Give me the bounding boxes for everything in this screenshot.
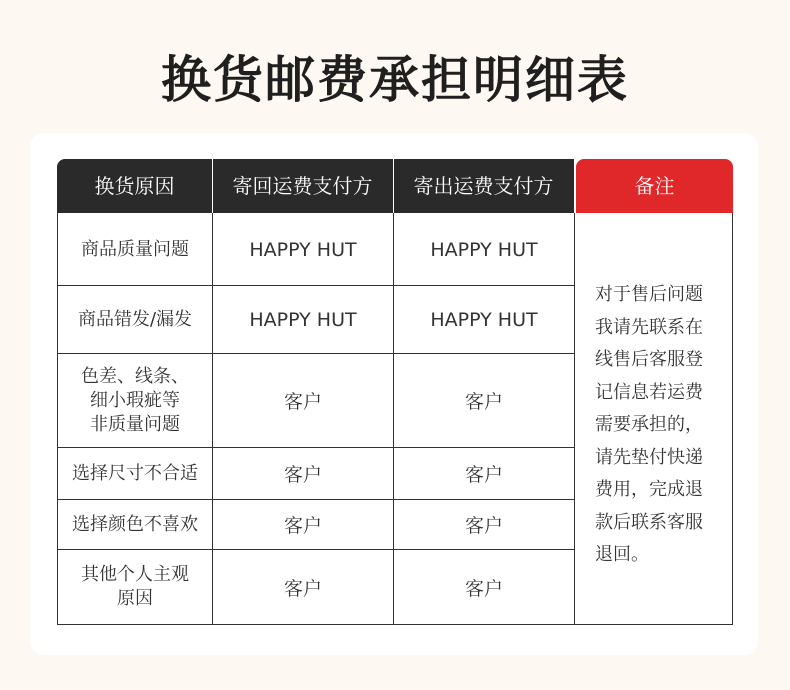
remark-line: 记信息若运费 bbox=[595, 381, 703, 403]
table-row-send-payer: 客户 bbox=[464, 391, 503, 413]
table-row-return-payer: HAPPY HUT bbox=[249, 238, 357, 261]
remark-line: 费用，完成退 bbox=[595, 479, 703, 500]
remark-text bbox=[595, 279, 725, 572]
table-row-send-payer: HAPPY HUT bbox=[430, 308, 538, 331]
remark-line: 线售后客服登 bbox=[595, 349, 703, 370]
reason-line: 原因 bbox=[117, 588, 153, 609]
table-row-reason: 商品质量问题 bbox=[81, 238, 189, 260]
table-border-right bbox=[732, 213, 733, 625]
remark-line: 我请先联系在 bbox=[595, 316, 703, 338]
reason-line: 色差、线条、 bbox=[81, 365, 189, 387]
reason-line: 其他个人主观 bbox=[81, 564, 189, 585]
header-send-payer: 寄出运费支付方 bbox=[393, 159, 574, 213]
column-divider bbox=[574, 213, 575, 625]
header-divider bbox=[212, 159, 213, 213]
reason-line: 非质量问题 bbox=[90, 413, 180, 435]
table-row-return-payer: 客户 bbox=[283, 577, 322, 600]
table-row-return-payer: 客户 bbox=[283, 464, 322, 486]
remark-line: 需要承担的， bbox=[595, 414, 703, 435]
page-title: 换货邮费承担明细表 bbox=[161, 51, 629, 109]
table-row-return-payer: 客户 bbox=[283, 391, 322, 413]
remark-line: 对于售后问题 bbox=[595, 284, 703, 305]
table-row-send-payer: HAPPY HUT bbox=[430, 238, 538, 261]
header-return-payer: 寄回运费支付方 bbox=[212, 159, 393, 213]
table-row-reason bbox=[58, 550, 212, 624]
table-row-send-payer: 客户 bbox=[464, 464, 503, 486]
table-row-reason: 选择尺寸不合适 bbox=[72, 462, 198, 484]
table-row-return-payer: 客户 bbox=[283, 515, 322, 537]
reason-line: 细小瑕疵等 bbox=[90, 389, 180, 411]
table-row-reason: 选择颜色不喜欢 bbox=[72, 513, 198, 535]
table-row-send-payer: 客户 bbox=[464, 515, 503, 537]
table-row-return-payer: HAPPY HUT bbox=[249, 308, 357, 331]
remark-line: 请先垫付快递 bbox=[595, 446, 703, 468]
table-row-reason: 商品错发/漏发 bbox=[77, 308, 193, 330]
remark-line: 退回。 bbox=[595, 544, 649, 565]
table-border-bottom bbox=[57, 624, 733, 625]
table-row-reason bbox=[58, 354, 212, 447]
remark-line: 款后联系客服 bbox=[595, 511, 703, 533]
header-divider bbox=[393, 159, 394, 213]
shipping-cost-table bbox=[57, 159, 733, 625]
table-row-send-payer: 客户 bbox=[464, 577, 503, 600]
header-reason: 换货原因 bbox=[57, 159, 212, 213]
header-remark: 备注 bbox=[576, 159, 733, 213]
